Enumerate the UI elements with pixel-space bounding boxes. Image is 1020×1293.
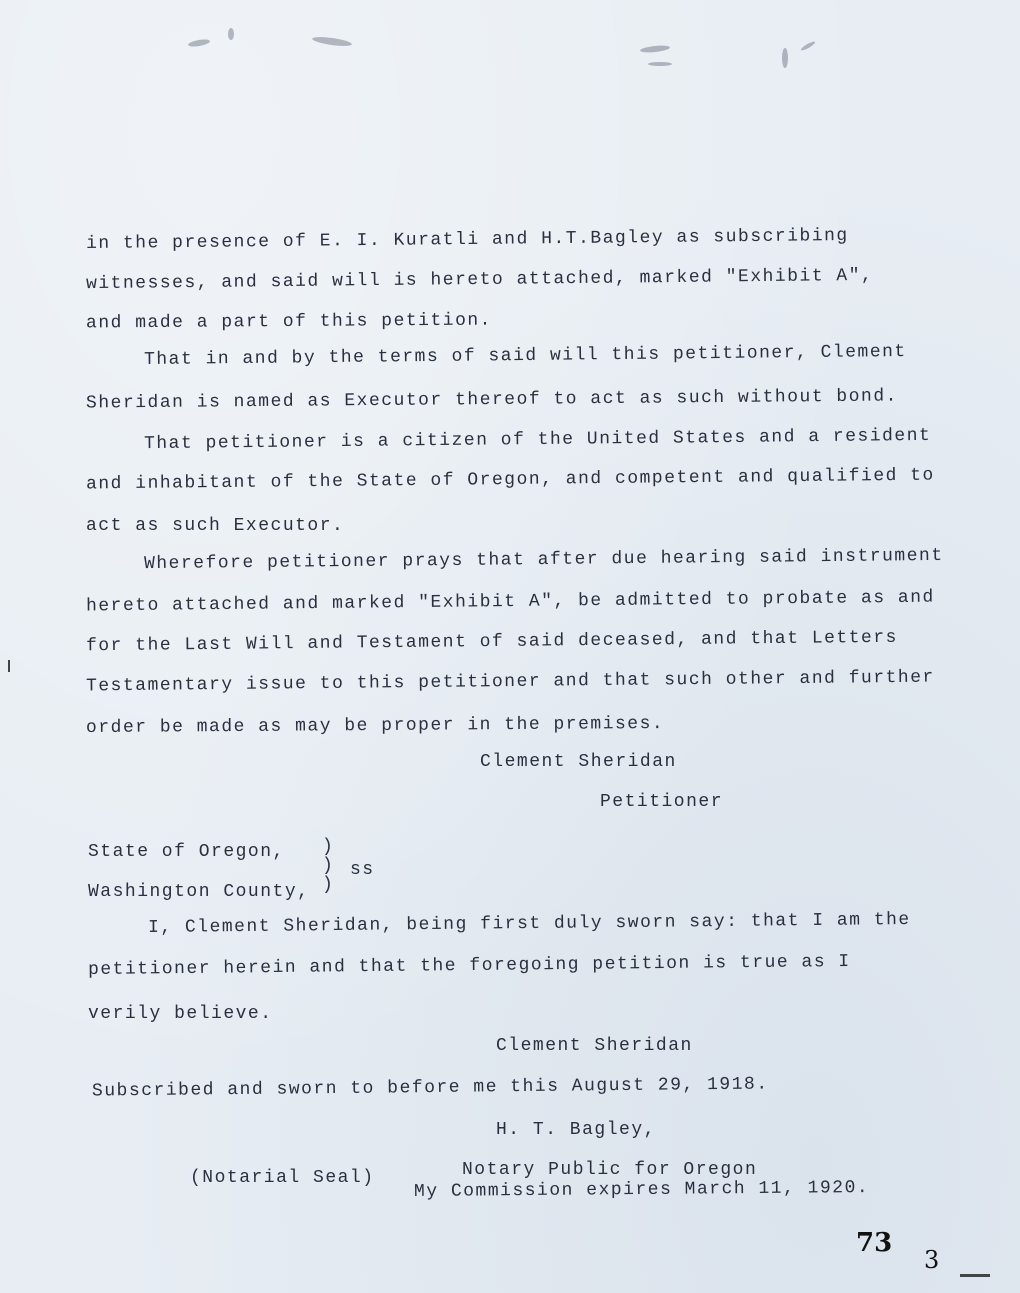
smudge-mark (312, 35, 353, 47)
notarial-seal-label: (Notarial Seal) (190, 1168, 375, 1188)
body-line: order be made as may be proper in the premises. (85, 713, 665, 739)
body-line: Sheridan is named as Executor thereof to act as such without bond. (85, 386, 898, 414)
affiant-signature: Clement Sheridan (496, 1036, 693, 1056)
oath-line: verily believe. (88, 1004, 273, 1024)
commission-expiry: My Commission expires March 11, 1920. (413, 1178, 870, 1202)
venue-county: Washington County, (88, 882, 310, 902)
body-line: witnesses, and said will is hereto attached, marked "Exhibit A", (85, 265, 874, 295)
smudge-mark (782, 48, 788, 68)
notary-title: Notary Public for Oregon (462, 1160, 758, 1180)
body-line: hereto attached and marked "Exhibit A", be admitted to probate as and (85, 587, 935, 617)
smudge-mark (640, 44, 670, 53)
body-line: That in and by the terms of said will this petitioner, Clement (143, 342, 907, 370)
petitioner-signature: Clement Sheridan (480, 752, 677, 772)
oath-line: petitioner herein and that the foregoing petition is true as I (87, 952, 851, 980)
smudge-mark (648, 62, 672, 66)
notary-name: H. T. Bagley, (496, 1120, 656, 1140)
body-line: Wherefore petitioner prays that after due hearing said instrument (143, 545, 944, 575)
body-line: Testamentary issue to this petitioner and that such other and further (85, 667, 935, 697)
jurat-line: Subscribed and sworn to before me this August 29, 1918. (91, 1074, 769, 1102)
smudge-mark (228, 28, 234, 40)
venue-state: State of Oregon, (88, 842, 285, 862)
margin-mark (960, 1274, 990, 1277)
body-line: act as such Executor. (86, 516, 345, 536)
oath-line: I, Clement Sheridan, being first duly sworn say: that I am the (147, 910, 911, 938)
body-line: and inhabitant of the State of Oregon, and competent and qualified to (85, 465, 935, 495)
body-line: for the Last Will and Testament of said deceased, and that Letters (85, 627, 899, 657)
smudge-mark (800, 40, 816, 51)
venue-bracket: ) ) ) (322, 837, 333, 895)
venue-ss: ss (350, 860, 375, 880)
body-line: and made a part of this petition. (85, 310, 493, 334)
body-line: That petitioner is a citizen of the United States and a resident (143, 425, 932, 455)
body-line: in the presence of E. I. Kuratli and H.T.Bagley as subscribing (85, 226, 849, 254)
margin-mark (8, 660, 10, 672)
page-number-small: 3 (924, 1246, 940, 1274)
smudge-mark (188, 38, 211, 48)
petitioner-label: Petitioner (600, 792, 724, 812)
page-number: 73 (856, 1228, 893, 1258)
